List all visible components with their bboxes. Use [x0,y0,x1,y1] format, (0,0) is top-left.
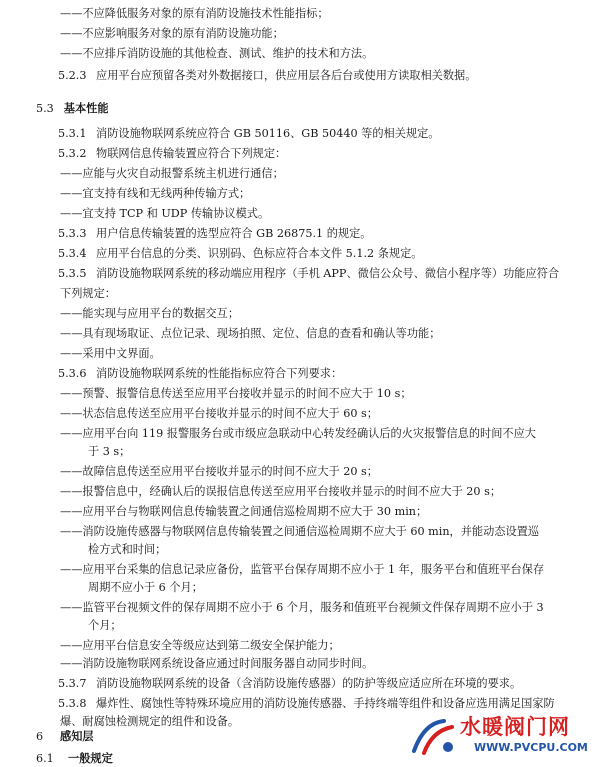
list-item: ——能实现与应用平台的数据交互； [60,307,240,320]
list-item-continued: 于 3 s； [88,445,131,458]
list-item: ——监管平台视频文件的保存周期不应小于 6 个月，服务和值班平台视频文件保存周期不应小于 3 [60,601,544,614]
clause-text: 消防设施物联网系统的移动端应用程序（手机 APP、微信公众号、微信小程序等）功能应符合 [96,267,560,280]
section-heading-5-3 [36,100,594,117]
clause-number: 5.3.8 [58,697,87,710]
list-item: ——应能与火灾自动报警系统主机进行通信； [60,167,284,180]
watermark-logo-icon [410,717,456,757]
clause-text-continued: 下列规定： [60,287,116,300]
clause-5-3-8 [58,696,594,712]
section-title: 感知层 [60,729,94,743]
section-heading-6-1 [36,750,113,767]
list-item: ——状态信息传送至应用平台接收并显示的时间不应大于 60 s； [60,407,378,420]
clause-text: 爆炸性、腐蚀性等特殊环境应用的消防设施传感器、手持终端等组件和设备应选用满足国家防 [96,697,555,710]
clause-text: 用户信息传输装置的选型应符合 GB 26875.1 的规定。 [96,227,372,240]
clause-text: 消防设施物联网系统的设备（含消防设施传感器）的防护等级应适应所在环境的要求。 [96,677,522,690]
list-item: ——应用平台信息安全等级应达到第二级安全保护能力； [60,639,340,652]
clause-5-3-7 [58,676,594,692]
list-item-continued: 检方式和时间； [88,543,167,556]
section-title: 一般规定 [68,751,113,765]
clause-text: 物联网信息传输装置应符合下列规定： [96,147,287,160]
list-item: ——不应降低服务对象的原有消防设施技术性能指标； [60,7,329,20]
list-item: ——不应影响服务对象的原有消防设施功能； [60,27,284,40]
list-item: ——报警信息中，经确认后的误报信息传送至应用平台接收并显示的时间不应大于 20 s； [60,485,502,498]
watermark-title: 水暖阀门网 [460,715,570,739]
clause-5-3-3 [58,226,594,242]
list-item-continued: 周期不应小于 6 个月； [88,581,203,594]
clause-number: 5.3.2 [58,147,87,160]
clause-5-3-6 [58,366,594,382]
list-item: ——宜支持有线和无线两种传输方式； [60,187,251,200]
clause-5-2-3 [58,68,594,84]
clause-text: 消防设施物联网系统的性能指标应符合下列要求： [96,367,343,380]
clause-5-3-1 [58,126,594,142]
clause-number: 5.3.3 [58,227,87,240]
clause-number: 5.3.1 [58,127,87,140]
clause-5-3-2 [58,146,594,162]
list-item: ——消防设施物联网系统设备应通过时间服务器自动同步时间。 [60,657,374,670]
list-item: ——具有现场取证、点位记录、现场拍照、定位、信息的查看和确认等功能； [60,327,441,340]
section-number: 6 [36,730,44,743]
list-item: ——应用平台采集的信息记录应备份，监管平台保存周期不应小于 1 年，服务平台和值班平台保存 [60,563,545,576]
list-item-continued: 个月； [88,619,122,632]
list-item: ——宜支持 TCP 和 UDP 传输协议模式。 [60,207,270,220]
section-title: 基本性能 [63,101,109,115]
clause-number: 5.3.7 [58,677,87,690]
list-item: ——消防设施传感器与物联网信息传输装置之间通信巡检周期不应大于 60 min，并能动态设置巡 [60,525,540,538]
clause-text: 应用平台应预留各类对外数据接口，供应用层各后台或使用方读取相关数据。 [96,69,477,82]
list-item: ——应用平台与物联网信息传输装置之间通信巡检周期不应大于 30 min； [60,505,428,518]
list-item: ——预警、报警信息传送至应用平台接收并显示的时间不应大于 10 s； [60,387,412,400]
clause-5-3-5 [58,266,594,282]
clause-number: 5.3.6 [58,367,87,380]
clause-number: 5.3.4 [58,247,87,260]
section-heading-6-label [36,728,94,745]
list-item: ——故障信息传送至应用平台接收并显示的时间不应大于 20 s； [60,465,378,478]
clause-text: 应用平台信息的分类、识别码、色标应符合本文件 5.1.2 条规定。 [96,247,423,260]
list-item: ——应用平台向 119 报警服务台或市级应急联动中心转发经确认后的火灾报警信息的时间不应大 [60,427,536,440]
watermark [410,713,600,761]
clause-text-continued: 爆、耐腐蚀检测规定的组件和设备。 [60,715,240,728]
clause-number: 5.2.3 [58,69,87,82]
section-number: 5.3 [36,102,54,115]
section-number: 6.1 [36,752,54,765]
watermark-url: WWW.PVCPU.COM [474,741,588,754]
list-item: ——不应排斥消防设施的其他检查、测试、维护的技术和方法。 [60,47,374,60]
clause-number: 5.3.5 [58,267,87,280]
clause-5-3-4 [58,246,594,262]
clause-text: 消防设施物联网系统应符合 GB 50116、GB 50440 等的相关规定。 [96,127,440,140]
list-item: ——采用中文界面。 [60,347,161,360]
